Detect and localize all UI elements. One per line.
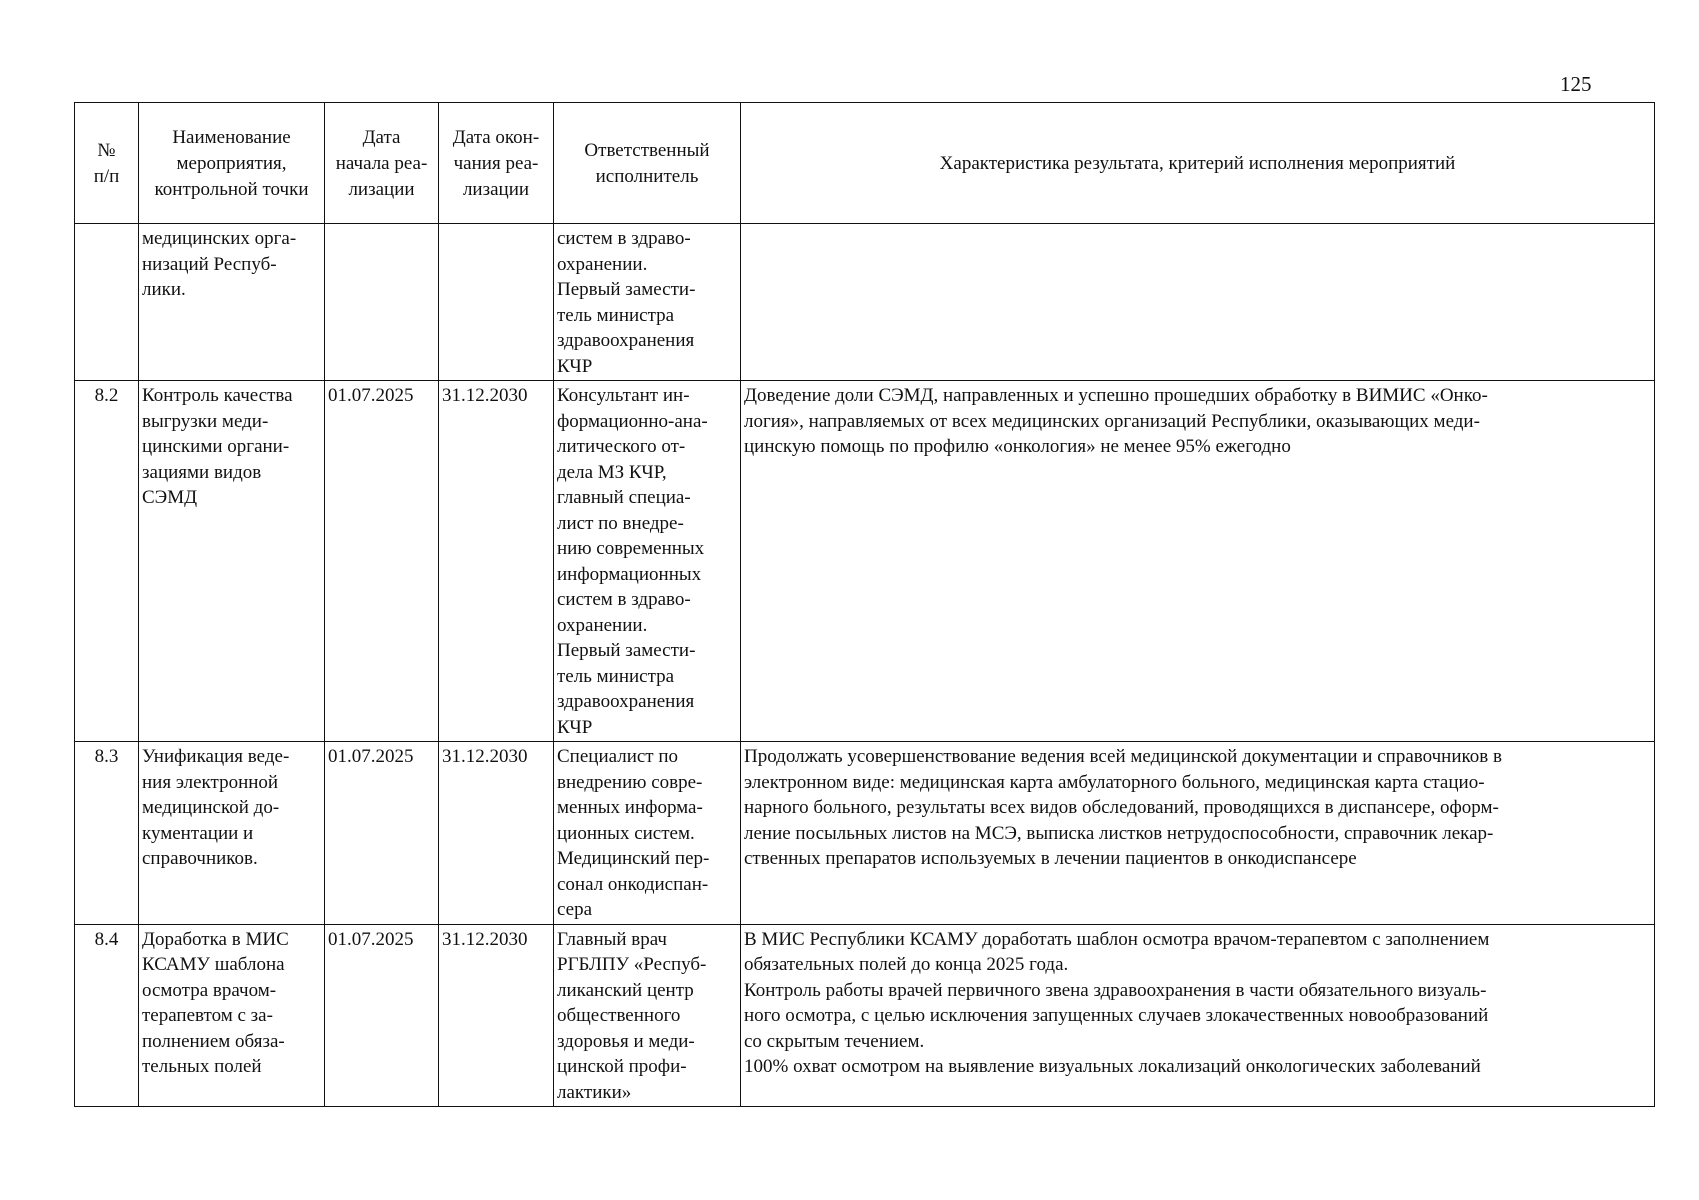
- text-line: Наименование: [172, 126, 291, 148]
- text-line: систем в здраво-: [557, 589, 691, 610]
- text-line: №: [97, 139, 116, 161]
- row-responsible: [554, 381, 741, 742]
- text-line: 100% охват осмотром на выявление визуальных локализаций онкологических заболеваний: [744, 1056, 1481, 1077]
- text-line: Ответственный: [584, 139, 710, 161]
- text-line: низаций Респуб-: [142, 253, 277, 275]
- row-end-date: 31.12.2030: [439, 742, 554, 925]
- text-line: Первый замести-: [557, 640, 696, 661]
- row-start-date: 01.07.2025: [325, 381, 439, 742]
- row-number: 8.4: [75, 924, 139, 1107]
- text-line: справочников.: [142, 848, 258, 869]
- text-line: общественного: [557, 1005, 681, 1026]
- header-name: [139, 103, 325, 224]
- text-line: сонал онкодиспан-: [557, 873, 709, 895]
- text-line: логия», направляемых от всех медицинских организаций Республики, оказывающих меди-: [744, 410, 1480, 432]
- text-line: медицинской до-: [142, 797, 280, 818]
- row-name: [139, 381, 325, 742]
- page-number: 125: [1560, 72, 1592, 96]
- text-line: главный специа-: [557, 487, 691, 508]
- text-line: медицинских орга-: [142, 228, 297, 249]
- text-line: дела МЗ КЧР,: [557, 461, 667, 483]
- row-responsible: [554, 742, 741, 925]
- text-line: КЧР: [557, 716, 593, 738]
- row-start-date: 01.07.2025: [325, 924, 439, 1107]
- header-responsible: [554, 103, 741, 224]
- text-line: сера: [557, 899, 593, 920]
- row-number: 8.2: [75, 381, 139, 742]
- text-line: КСАМУ шаблона: [142, 954, 285, 975]
- text-line: тель министра: [557, 304, 675, 326]
- row-name: [139, 224, 325, 381]
- text-line: электронном виде: медицинская карта амбулаторного больного, медицинская карта стацио-: [744, 771, 1485, 793]
- plan-table: [74, 102, 1655, 1107]
- text-line: тель министра: [557, 665, 675, 687]
- text-line: Доработка в МИС: [142, 928, 289, 950]
- text-line: Дата: [362, 126, 401, 148]
- header-start-date: [325, 103, 439, 224]
- text-line: ционных систем.: [557, 822, 695, 844]
- text-line: внедрению совре-: [557, 771, 703, 793]
- text-line: литического от-: [557, 436, 686, 457]
- text-line: цинскую помощь по профилю «онкология» не менее 95% ежегодно: [744, 436, 1291, 457]
- text-line: начала реа-: [335, 152, 428, 174]
- text-line: Консультант ин-: [557, 385, 690, 406]
- row-result: [741, 742, 1655, 925]
- row-number: 8.3: [75, 742, 139, 925]
- text-line: СЭМД: [142, 487, 198, 508]
- table-row-8-4: [75, 924, 1655, 1107]
- text-line: Унификация веде-: [142, 746, 290, 767]
- header-end-date: [439, 103, 554, 224]
- text-line: Специалист по: [557, 746, 679, 767]
- text-line: мероприятия,: [176, 152, 287, 174]
- text-line: менных информа-: [557, 797, 703, 818]
- text-line: ния электронной: [142, 771, 279, 793]
- text-line: охранении.: [557, 253, 648, 275]
- text-line: нию современных: [557, 538, 705, 559]
- text-line: кументации и: [142, 822, 254, 844]
- text-line: цинской профи-: [557, 1056, 687, 1077]
- text-line: лактики»: [557, 1081, 632, 1103]
- text-line: здравоохранения: [557, 330, 695, 351]
- text-line: исполнитель: [595, 165, 699, 187]
- row-start-date: [325, 224, 439, 381]
- row-end-date: [439, 224, 554, 381]
- text-line: тельных полей: [142, 1056, 262, 1077]
- text-line: зациями видов: [142, 461, 262, 483]
- text-line: цинскими органи-: [142, 436, 290, 457]
- text-line: ление посыльных листов на МСЭ, выписка листков нетрудоспособности, справочник лекар-: [744, 822, 1494, 844]
- text-line: лизации: [348, 178, 415, 200]
- text-line: информационных: [557, 563, 702, 585]
- text-line: со скрытым течением.: [744, 1030, 925, 1052]
- row-result: [741, 224, 1655, 381]
- row-name: [139, 924, 325, 1107]
- text-line: формационно-ана-: [557, 410, 708, 432]
- text-line: здоровья и меди-: [557, 1030, 695, 1052]
- text-line: ственных препаратов используемых в лечении пациентов в онкодиспансере: [744, 848, 1357, 869]
- table-row-8-2: [75, 381, 1655, 742]
- text-line: лист по внедре-: [557, 512, 684, 534]
- text-line: Главный врач: [557, 928, 667, 950]
- row-name: [139, 742, 325, 925]
- text-line: Продолжать усовершенствование ведения всей медицинской документации и справочников в: [744, 746, 1502, 767]
- text-line: обязательных полей до конца 2025 года.: [744, 954, 1069, 975]
- text-line: выгрузки меди-: [142, 410, 269, 432]
- header-number: [75, 103, 139, 224]
- text-line: ликанский центр: [557, 979, 694, 1001]
- text-line: В МИС Республики КСАМУ доработать шаблон осмотра врачом-терапевтом с заполнением: [744, 928, 1490, 950]
- header-result: [741, 103, 1655, 224]
- row-result: [741, 924, 1655, 1107]
- row-responsible: [554, 924, 741, 1107]
- text-line: чания реа-: [453, 152, 539, 174]
- table-header-row: [75, 103, 1655, 224]
- row-start-date: 01.07.2025: [325, 742, 439, 925]
- text-line: лики.: [142, 279, 186, 300]
- row-end-date: 31.12.2030: [439, 381, 554, 742]
- text-line: терапевтом с за-: [142, 1005, 273, 1026]
- table-row-8-3: [75, 742, 1655, 925]
- text-line: Контроль работы врачей первичного звена здравоохранения в части обязательного визуаль-: [744, 979, 1487, 1001]
- text-line: здравоохранения: [557, 691, 695, 712]
- text-line: Контроль качества: [142, 385, 293, 406]
- text-line: Характеристика результата, критерий исполнения мероприятий: [939, 152, 1456, 174]
- text-line: РГБЛПУ «Респуб-: [557, 954, 707, 975]
- table-row-continuation: [75, 224, 1655, 381]
- text-line: осмотра врачом-: [142, 979, 277, 1001]
- text-line: Первый замести-: [557, 279, 696, 300]
- text-line: Медицинский пер-: [557, 848, 710, 869]
- text-line: п/п: [93, 165, 120, 187]
- text-line: контрольной точки: [154, 178, 309, 200]
- text-line: нарного больного, результаты всех видов обследований, проводящихся в диспансере, оформ-: [744, 797, 1499, 818]
- text-line: ного осмотра, с целью исключения запущенных случаев злокачественных новообразований: [744, 1005, 1489, 1026]
- text-line: КЧР: [557, 355, 593, 377]
- row-end-date: 31.12.2030: [439, 924, 554, 1107]
- row-number: [75, 224, 139, 381]
- text-line: охранении.: [557, 614, 648, 636]
- text-line: Доведение доли СЭМД, направленных и успешно прошедших обработку в ВИМИС «Онко-: [744, 385, 1488, 406]
- row-result: [741, 381, 1655, 742]
- text-line: полнением обяза-: [142, 1030, 285, 1052]
- text-line: Дата окон-: [452, 126, 540, 148]
- row-responsible: [554, 224, 741, 381]
- text-line: систем в здраво-: [557, 228, 691, 249]
- text-line: лизации: [462, 178, 530, 200]
